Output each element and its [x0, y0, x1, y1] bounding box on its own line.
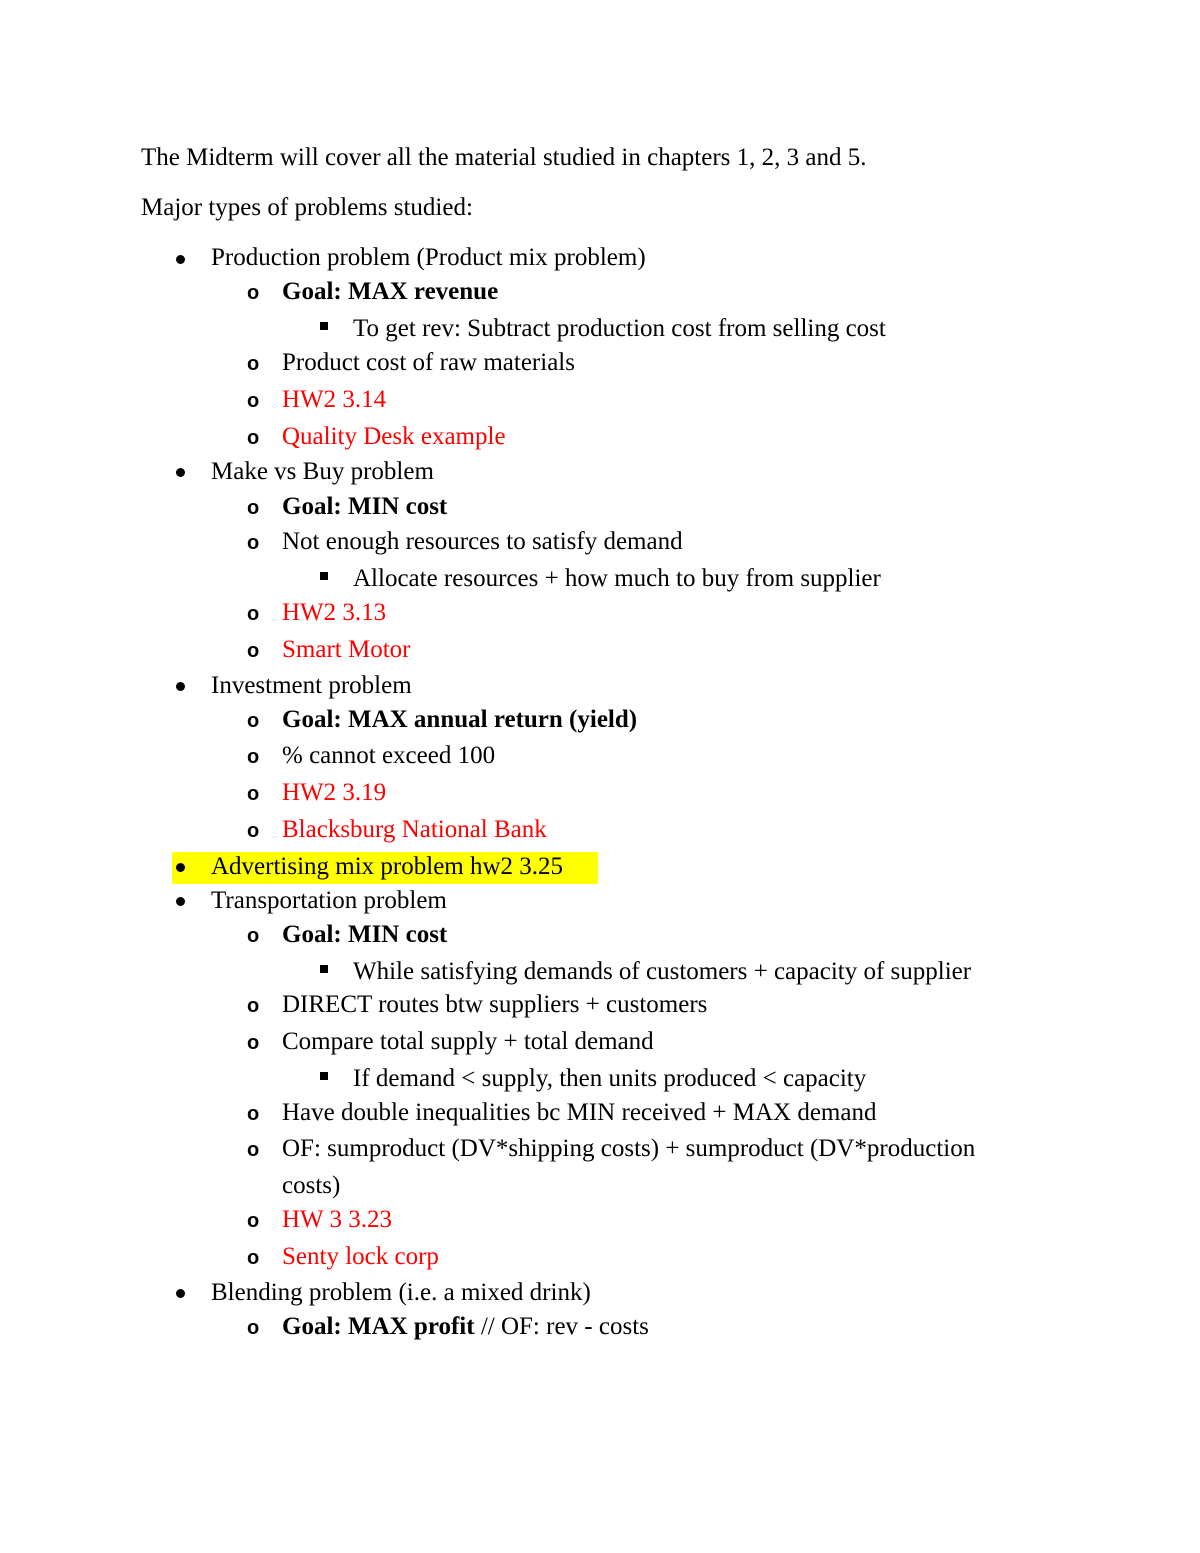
subheading: Major types of problems studied:: [141, 194, 473, 221]
transportation-title: Transportation problem: [211, 887, 447, 914]
square-bullet-icon: [320, 965, 328, 973]
goal-text: MIN cost: [341, 493, 448, 520]
transportation-item5-line2: costs): [282, 1172, 341, 1199]
circle-bullet-icon: o: [247, 603, 260, 625]
goal-label: Goal:: [282, 921, 342, 948]
production-example: Quality Desk example: [282, 423, 506, 450]
investment-title: Investment problem: [211, 672, 412, 699]
square-bullet-icon: [320, 322, 328, 330]
goal-text: MIN cost: [341, 921, 448, 948]
production-title: Production problem (Product mix problem): [211, 244, 646, 271]
makebuy-title: Make vs Buy problem: [211, 458, 434, 485]
circle-bullet-icon: o: [247, 1139, 260, 1161]
bullet-icon: [176, 255, 185, 264]
goal-text: // OF: rev - costs: [474, 1313, 649, 1340]
transportation-item3: Compare total supply + total demand: [282, 1028, 654, 1055]
goal-label: Goal:: [282, 706, 342, 733]
bullet-icon: [176, 897, 185, 906]
circle-bullet-icon: o: [247, 925, 260, 947]
investment-hw: HW2 3.19: [282, 779, 387, 806]
goal-label: Goal:: [282, 493, 342, 520]
circle-bullet-icon: o: [247, 1032, 260, 1054]
circle-bullet-icon: o: [247, 353, 260, 375]
square-bullet-icon: [320, 1072, 328, 1080]
circle-bullet-icon: o: [247, 820, 260, 842]
goal-text: MAX revenue: [341, 278, 499, 305]
circle-bullet-icon: o: [247, 1103, 260, 1125]
transportation-item3-sub: If demand < supply, then units produced < capacity: [353, 1065, 867, 1092]
bullet-icon: [176, 682, 185, 691]
circle-bullet-icon: o: [247, 282, 260, 304]
makebuy-example: Smart Motor: [282, 636, 411, 663]
production-item2: Product cost of raw materials: [282, 349, 575, 376]
circle-bullet-icon: o: [247, 427, 260, 449]
circle-bullet-icon: o: [247, 783, 260, 805]
intro-paragraph: The Midterm will cover all the material studied in chapters 1, 2, 3 and 5.: [141, 144, 867, 171]
circle-bullet-icon: o: [247, 710, 260, 732]
goal-text: MAX annual return (yield): [341, 706, 638, 733]
transportation-item4: Have double inequalities bc MIN received + MAX demand: [282, 1099, 877, 1126]
circle-bullet-icon: o: [247, 532, 260, 554]
advertising-title: Advertising mix problem hw2 3.25: [211, 853, 564, 880]
goal-label: Goal: MAX profit: [282, 1313, 475, 1340]
investment-example: Blacksburg National Bank: [282, 816, 547, 843]
bullet-icon: [176, 863, 185, 872]
circle-bullet-icon: o: [247, 640, 260, 662]
blending-title: Blending problem (i.e. a mixed drink): [211, 1279, 591, 1306]
makebuy-goal: [282, 492, 447, 522]
circle-bullet-icon: o: [247, 746, 260, 768]
transportation-goal-sub: While satisfying demands of customers + capacity of supplier: [353, 958, 972, 985]
investment-item2: % cannot exceed 100: [282, 742, 496, 769]
circle-bullet-icon: o: [247, 1247, 260, 1269]
circle-bullet-icon: o: [247, 497, 260, 519]
goal-label: Goal:: [282, 278, 342, 305]
bullet-icon: [176, 1289, 185, 1298]
circle-bullet-icon: o: [247, 390, 260, 412]
production-goal-sub: To get rev: Subtract production cost from selling cost: [353, 315, 886, 342]
square-bullet-icon: [320, 572, 328, 580]
circle-bullet-icon: o: [247, 1317, 260, 1339]
circle-bullet-icon: o: [247, 995, 260, 1017]
transportation-example: Senty lock corp: [282, 1243, 439, 1270]
transportation-item5-line1: OF: sumproduct (DV*shipping costs) + sumproduct (DV*production: [282, 1135, 976, 1162]
blending-goal: [282, 1312, 649, 1342]
bullet-icon: [176, 468, 185, 477]
makebuy-hw: HW2 3.13: [282, 599, 387, 626]
makebuy-item2: Not enough resources to satisfy demand: [282, 528, 683, 555]
transportation-item2: DIRECT routes btw suppliers + customers: [282, 991, 708, 1018]
production-hw: HW2 3.14: [282, 386, 387, 413]
transportation-goal: [282, 920, 447, 950]
makebuy-item2-sub: Allocate resources + how much to buy from supplier: [353, 565, 881, 592]
production-goal: [282, 277, 498, 307]
investment-goal: [282, 705, 637, 735]
transportation-hw: HW 3 3.23: [282, 1206, 392, 1233]
circle-bullet-icon: o: [247, 1210, 260, 1232]
